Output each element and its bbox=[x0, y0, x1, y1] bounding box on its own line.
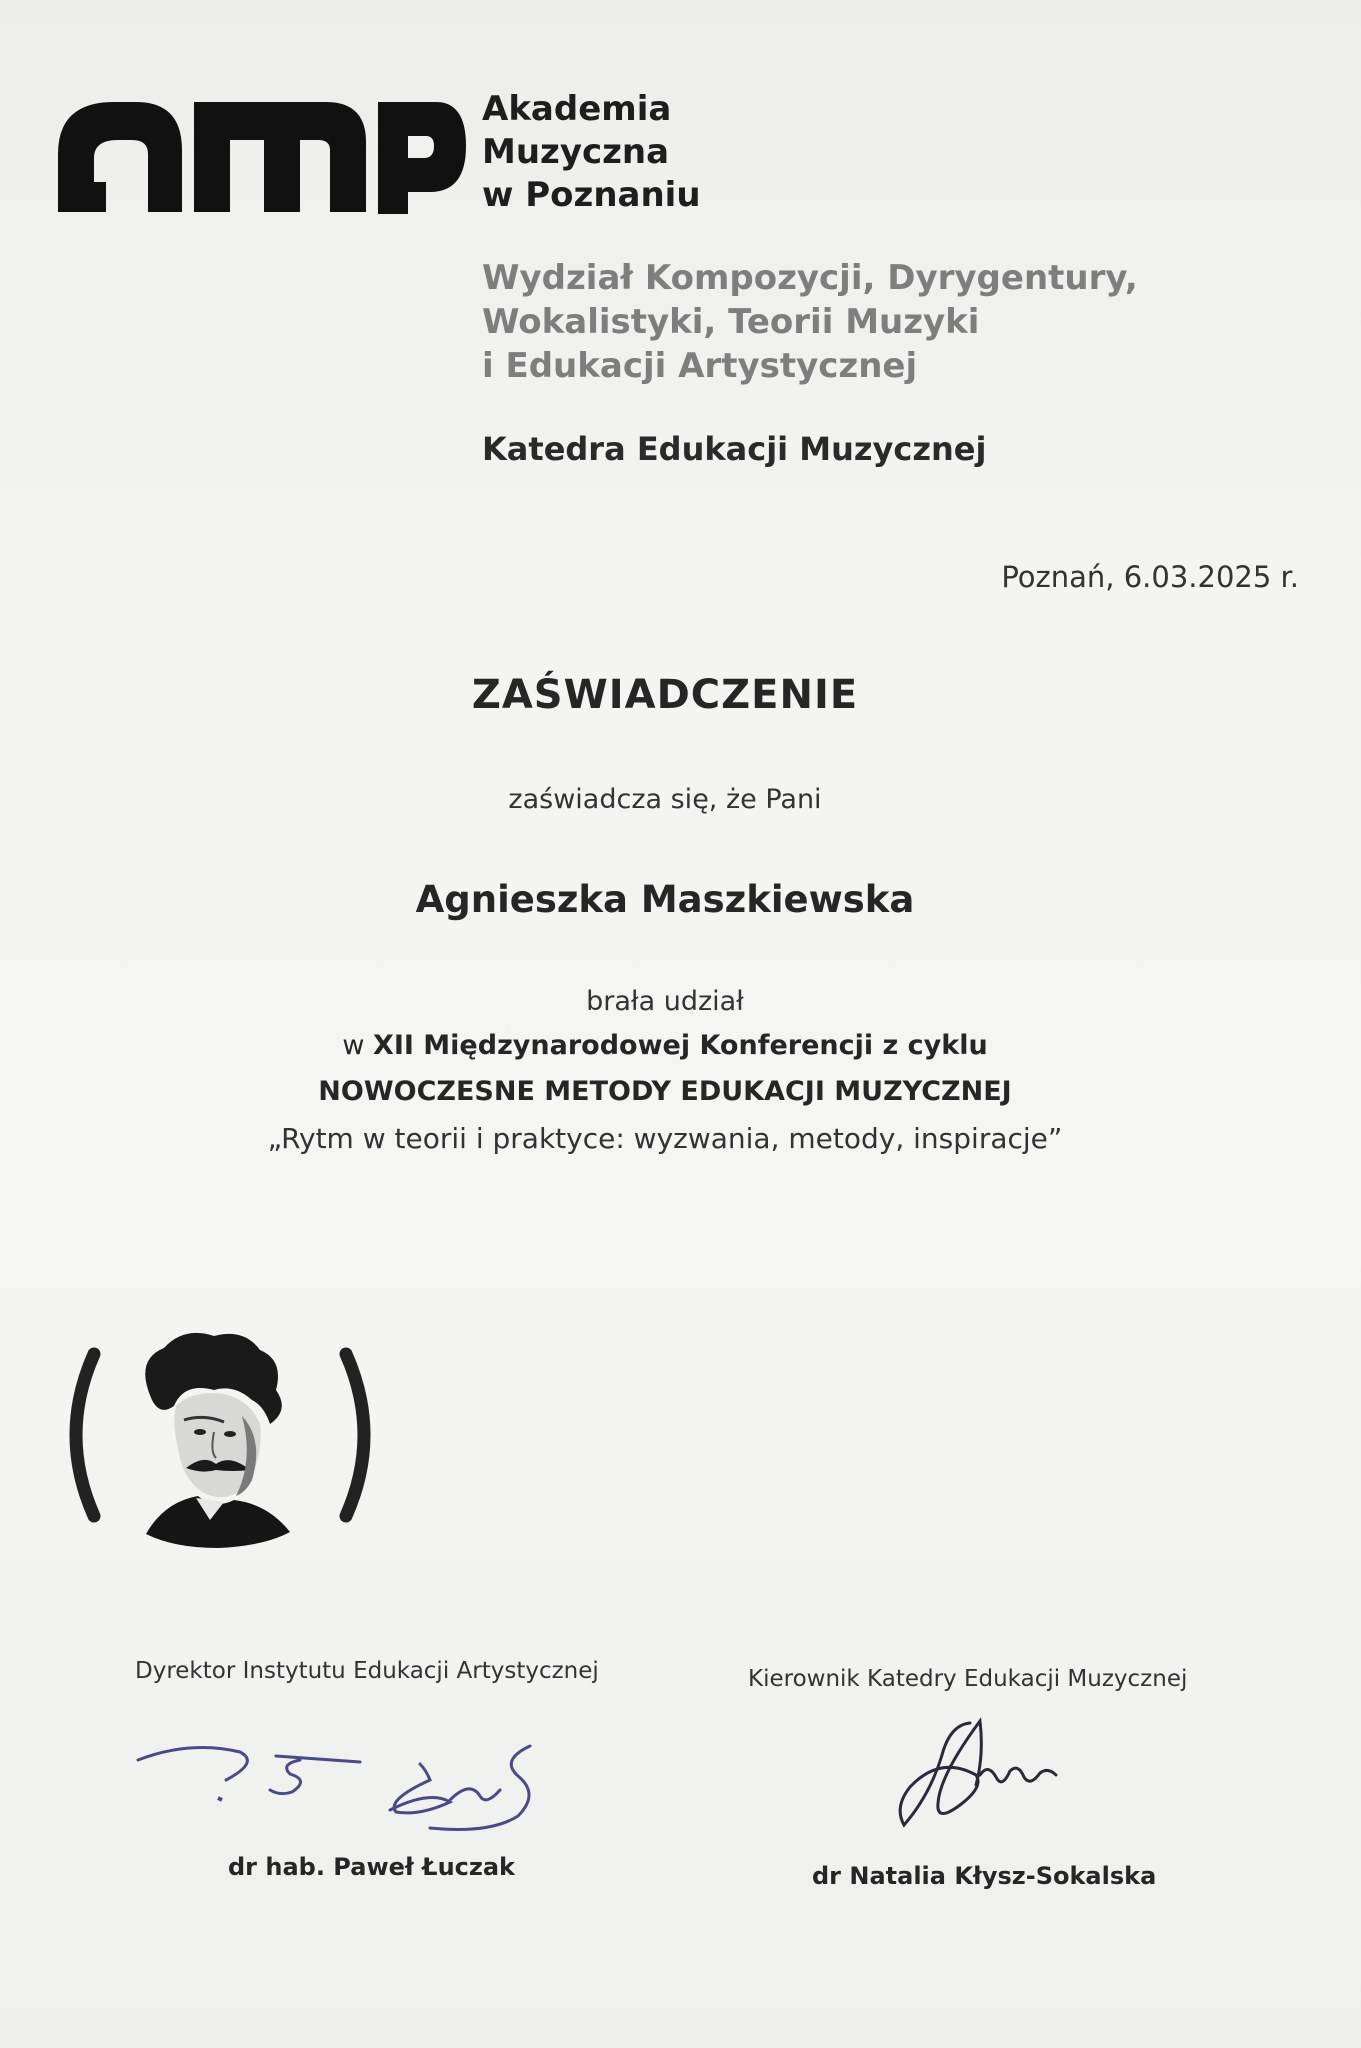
conference-prefix: w bbox=[342, 1030, 365, 1061]
certificate-title: ZAŚWIADCZENIE bbox=[471, 672, 859, 718]
issue-date: Poznań, 6.03.2025 r. bbox=[1001, 560, 1299, 594]
recipient-name: Agnieszka Maszkiewska bbox=[415, 878, 915, 921]
faculty-line: Wydział Kompozycji, Dyrygentury, bbox=[482, 258, 1138, 298]
right-signature bbox=[880, 1715, 1080, 1835]
faculty-name bbox=[482, 256, 1138, 388]
left-signature bbox=[130, 1730, 560, 1840]
faculty-line: i Edukacji Artystycznej bbox=[482, 346, 918, 386]
institution-line: Muzyczna bbox=[482, 132, 670, 172]
conference-name: XII Międzynarodowej Konferencji z cyklu bbox=[373, 1030, 988, 1061]
conference-series: NOWOCZESNE METODY EDUKACJI MUZYCZNEJ bbox=[318, 1076, 1012, 1107]
institution-name bbox=[482, 88, 701, 217]
department-name: Katedra Edukacji Muzycznej bbox=[482, 430, 987, 468]
institution-line: w Poznaniu bbox=[482, 175, 701, 215]
amp-logo bbox=[56, 84, 466, 214]
faculty-line: Wokalistyki, Teorii Muzyki bbox=[482, 302, 980, 342]
institution-line: Akademia bbox=[482, 89, 672, 129]
certificate-intro: zaświadcza się, że Pani bbox=[508, 784, 822, 815]
right-signatory-role: Kierownik Katedry Edukacji Muzycznej bbox=[748, 1666, 1188, 1692]
portrait-emblem bbox=[64, 1320, 374, 1550]
participation-text: brała udział bbox=[586, 986, 744, 1017]
conference-line bbox=[0, 1030, 1330, 1061]
left-signatory-name: dr hab. Paweł Łuczak bbox=[228, 1853, 516, 1881]
right-signatory-name: dr Natalia Kłysz-Sokalska bbox=[812, 1862, 1157, 1890]
left-signatory-role: Dyrektor Instytutu Edukacji Artystycznej bbox=[135, 1658, 599, 1684]
conference-subtitle: „Rytm w teorii i praktyce: wyzwania, metody, inspiracje” bbox=[267, 1122, 1063, 1155]
